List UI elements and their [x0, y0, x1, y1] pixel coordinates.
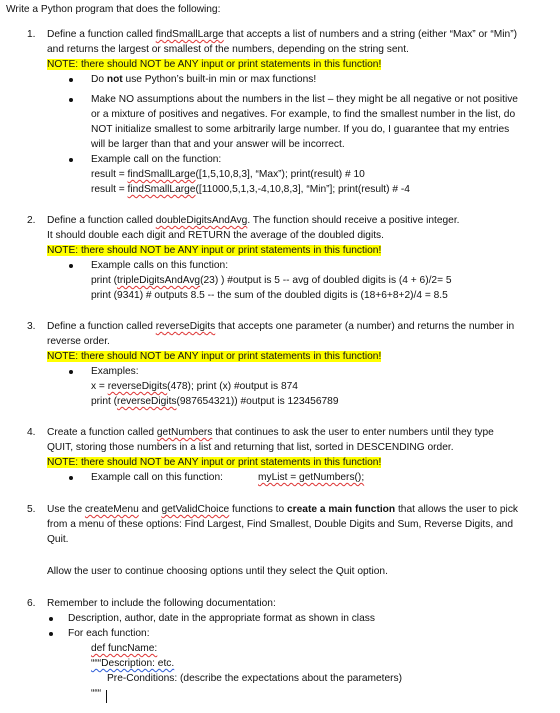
bullet-icon [49, 632, 53, 636]
function-name: reverseDigits [117, 396, 177, 407]
item-6-bullet-2-line-1: For each function: [68, 628, 150, 639]
item-4-bullet-label: Example call on this function: [91, 472, 223, 483]
item-5-number: 5. [27, 504, 36, 515]
item-1-bullet-2-line-2: or a mixture of positives and negatives. For example, to find the smallest number in the list, do [91, 109, 516, 120]
item-1-bullet-3-line-1: Example call on the function: [91, 154, 222, 165]
item-1-bullet-2-line-4: will be larger than that and your answer will be incorrect. [91, 139, 345, 150]
item-1-bullet-1: Do not use Python’s built-in min or max functions! [91, 74, 317, 85]
item-2-line-2: It should double each digit and RETURN the average of the doubled digits. [47, 230, 384, 241]
bullet-icon [49, 617, 53, 621]
item-6-bullet-2-line-3: “““Description: etc. [91, 658, 175, 669]
item-2-example-1: print (tripleDigitsAndAvg(23) ) #output is 5 -- avg of doubled digits is (4 + 6)/2= 5 [91, 275, 452, 286]
item-4-number: 4. [27, 427, 36, 438]
item-2-example-2: print (9341) # outputs 8.5 -- the sum of the doubled digits is (18+6+8+2)/4 = 8.5 [91, 290, 448, 301]
text-cursor [106, 690, 107, 703]
item-1-example-1: result = findSmallLarge([1,5,10,8,3], “Max”); print(result) # 10 [91, 169, 365, 180]
function-name: findSmallLarge [127, 184, 196, 195]
bullet-icon [69, 98, 73, 102]
item-5-line-4: Allow the user to continue choosing options until they select the Quit option. [47, 566, 388, 577]
function-name: tripleDigitsAndAvg [117, 275, 201, 286]
item-6-bullet-2-line-5: “““ [91, 688, 102, 699]
item-4-line-2: QUIT, storing those numbers in a list and returning that list, sorted in DESCENDING order. [47, 442, 454, 453]
item-5-line-2: from a menu of these options: Find Largest, Find Smallest, Double Digits and Sum, Reverse Digits, and [47, 519, 514, 530]
function-name: findSmallLarge [155, 29, 224, 40]
function-name: createMenu [84, 504, 139, 515]
bullet-icon [69, 158, 73, 162]
item-4-bullet-code: myList = getNumbers(); [258, 472, 365, 483]
function-name: getNumbers [156, 427, 213, 438]
item-6-bullet-2-line-2: def funcName: [91, 643, 158, 654]
item-3-example-2: print (reverseDigits(987654321)) #output is 123456789 [91, 396, 339, 407]
item-3-note: NOTE: there should NOT be ANY input or print statements in this function! [47, 351, 382, 362]
function-name: reverseDigits [155, 321, 216, 332]
item-2-bullet-line-1: Example calls on this function: [91, 260, 229, 271]
item-1-line-1: Define a function called findSmallLarge that accepts a list of numbers and a string (either “Max” or “Min”) [47, 29, 517, 40]
bullet-icon [69, 78, 73, 82]
item-3-line-2: reverse order. [47, 336, 110, 347]
item-5-line-1: Use the createMenu and getValidChoice functions to create a main function that allows the user to pick [47, 504, 519, 515]
item-1-line-2: and returns the largest or smallest of the numbers, depending on the string sent. [47, 44, 409, 55]
item-1-example-2: result = findSmallLarge([11000,5,1,3,-4,10,8,3], “Min”]; print(result) # -4 [91, 184, 410, 195]
item-5-line-3: Quit. [47, 534, 69, 545]
item-3-number: 3. [27, 321, 36, 332]
item-3-example-1: x = reverseDigits(478); print (x) #output is 874 [91, 381, 298, 392]
item-6-bullet-2-line-4: Pre-Conditions: (describe the expectations about the parameters) [107, 673, 403, 684]
item-6-line-1: Remember to include the following documentation: [47, 598, 276, 609]
item-3-bullet-line-1: Examples: [91, 366, 139, 377]
item-4-line-1: Create a function called getNumbers that continues to ask the user to enter numbers until they type [47, 427, 494, 438]
function-name: findSmallLarge [127, 169, 196, 180]
function-name: doubleDigitsAndAvg [155, 215, 248, 226]
item-6-number: 6. [27, 598, 36, 609]
item-2-note: NOTE: there should NOT be ANY input or print statements in this function! [47, 245, 382, 256]
function-name: getValidChoice [161, 504, 230, 515]
function-name: reverseDigits [107, 381, 168, 392]
bullet-icon [69, 370, 73, 374]
bullet-icon [69, 264, 73, 268]
item-2-line-1: Define a function called doubleDigitsAndAvg. The function should receive a positive integer. [47, 215, 460, 226]
item-1-bullet-2-line-3: NOT initialize smallest to some arbitrarily large number. If you do, I guarantee that my entries [91, 124, 510, 135]
item-1-number: 1. [27, 29, 36, 40]
intro-text: Write a Python program that does the following: [6, 4, 221, 15]
item-1-bullet-2-line-1: Make NO assumptions about the numbers in the list – they might be all negative or not positive [91, 94, 518, 105]
item-3-line-1: Define a function called reverseDigits that accepts one parameter (a number) and returns the number in [47, 321, 515, 332]
bullet-icon [69, 476, 73, 480]
item-1-note: NOTE: there should NOT be ANY input or print statements in this function! [47, 59, 382, 70]
item-2-number: 2. [27, 215, 36, 226]
item-6-bullet-1: Description, author, date in the appropriate format as shown in class [68, 613, 375, 624]
item-4-note: NOTE: there should NOT be ANY input or print statements in this function! [47, 457, 382, 468]
